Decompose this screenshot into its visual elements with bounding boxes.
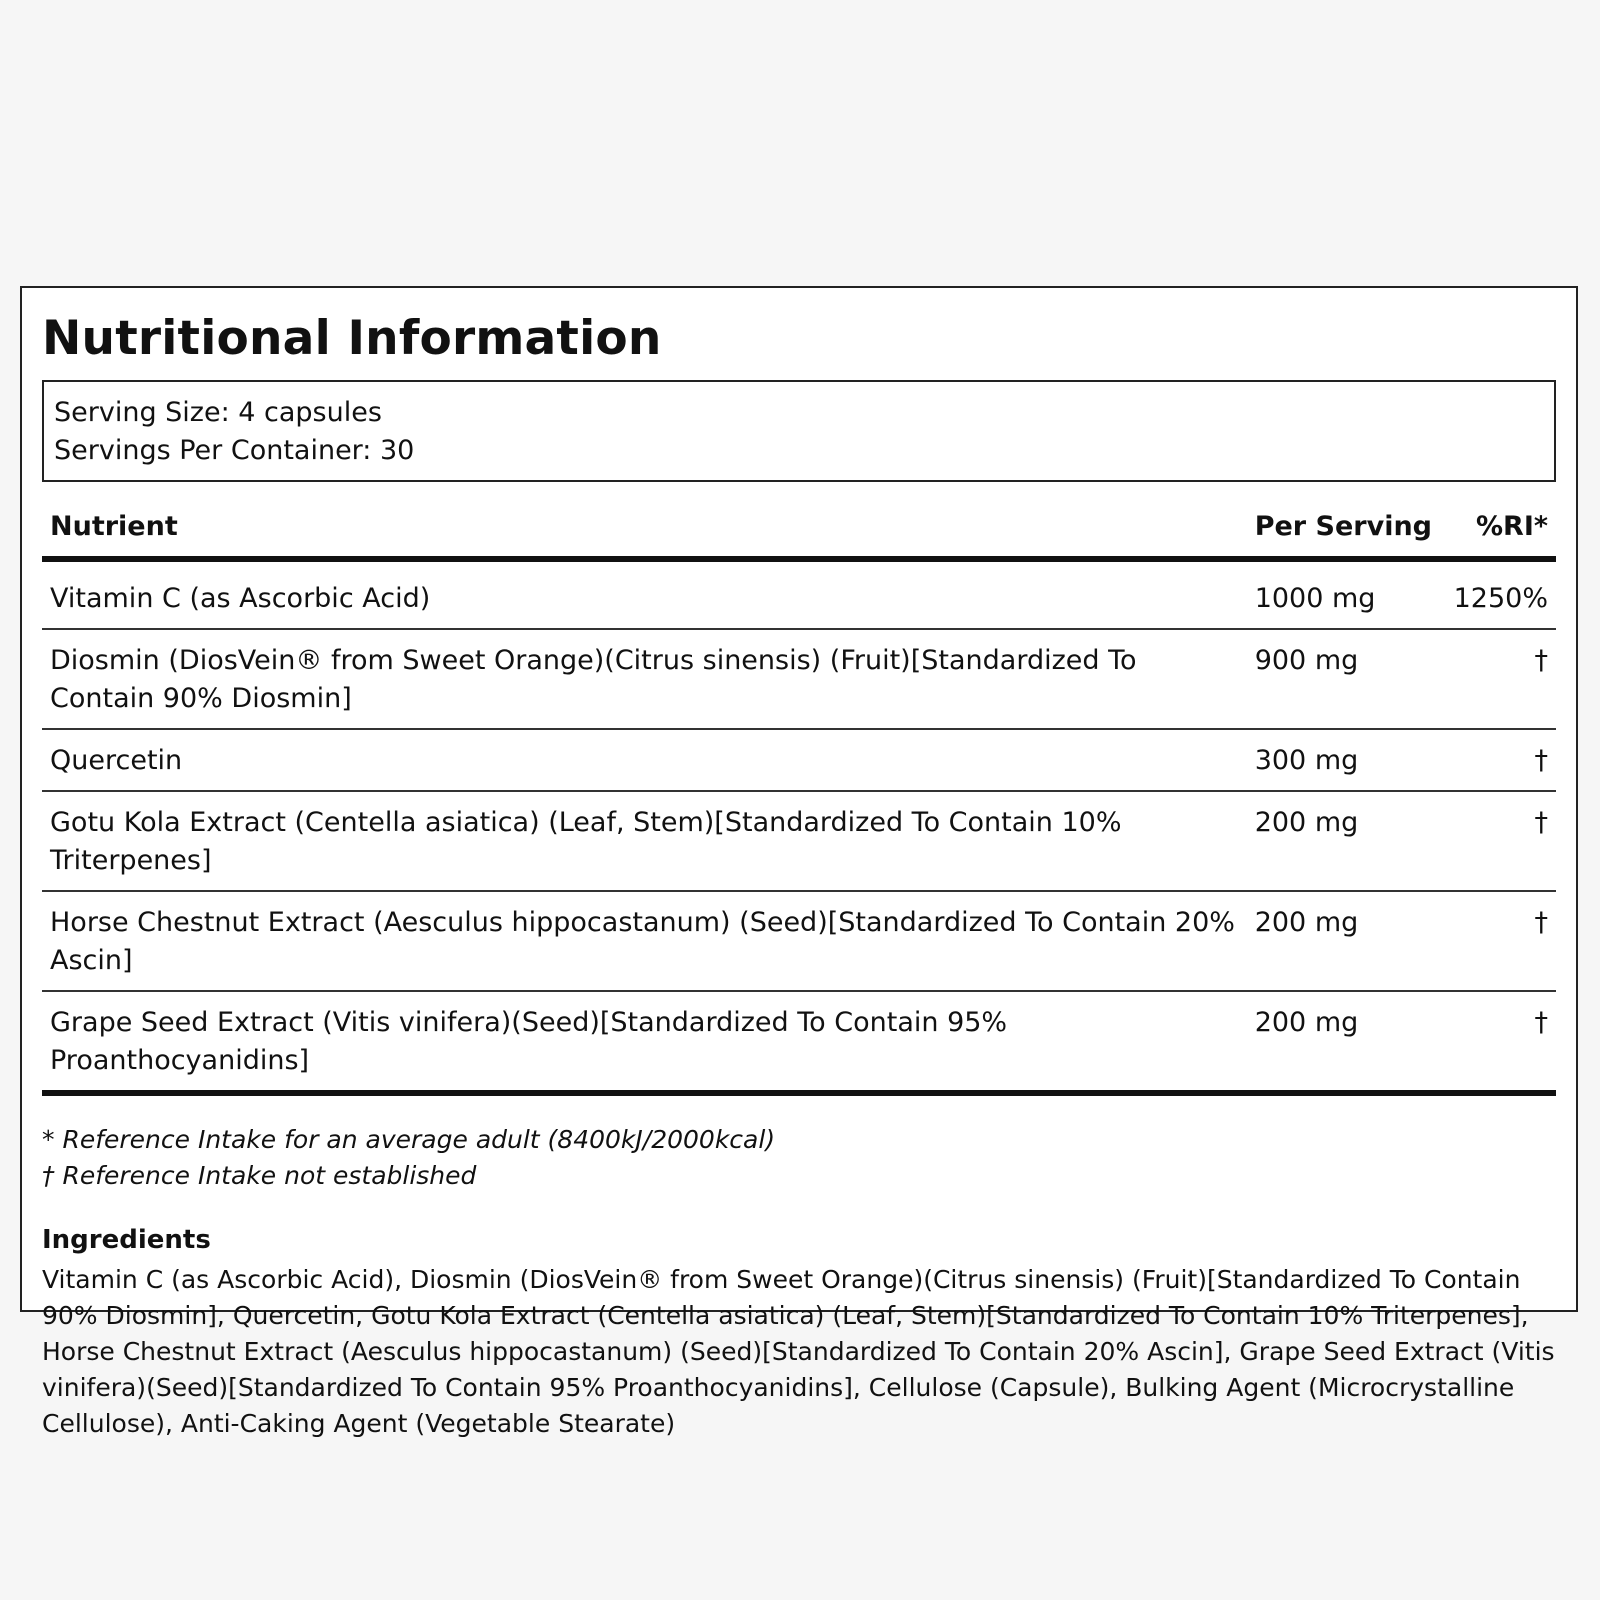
nutrition-panel: [20, 286, 1578, 1439]
table-row: [42, 991, 1556, 1093]
nutrient-ri: †: [1440, 729, 1556, 791]
table-row: [42, 891, 1556, 991]
nutrient-per-serving: 900 mg: [1247, 629, 1440, 729]
footnote-reference-intake: * Reference Intake for an average adult (8400kJ/2000kcal): [42, 1125, 776, 1155]
header-ri: %RI*: [1440, 504, 1556, 559]
nutrient-ri: †: [1440, 791, 1556, 891]
table-row: [42, 629, 1556, 729]
nutrient-per-serving: 300 mg: [1247, 729, 1440, 791]
nutrient-name: Horse Chestnut Extract (Aesculus hippocastanum) (Seed)[Standardized To Contain 20% Ascin]: [42, 891, 1247, 991]
nutrient-name: Diosmin (DiosVein® from Sweet Orange)(Citrus sinensis) (Fruit)[Standardized To Contain 90% Diosmin]: [42, 629, 1247, 729]
serving-size: Serving Size: 4 capsules: [54, 397, 382, 429]
ingredients-heading: Ingredients: [42, 1225, 211, 1256]
table-row: [42, 559, 1556, 629]
nutrient-name: Vitamin C (as Ascorbic Acid): [42, 559, 1247, 629]
ingredients-text: Vitamin C (as Ascorbic Acid), Diosmin (DiosVein® from Sweet Orange)(Citrus sinensis) (Fruit)[Standardized To Contain 90% Diosmin], Quercetin, Gotu Kola Extract (Centella asiatica) (Leaf, Stem)[Standardized To Contain 10% Triterpenes], Horse Chestnut Extract (Aesculus hippocastanum) (Seed)[Standardized To Contain 20% Ascin], Grape Seed Extract (Vitis vinifera)(Seed)[Standardized To Contain 95% Proanthocyanidins], Cellulose (Capsule), Bulking Agent (Microcrystalline Cellulose), Anti-Caking Agent (Vegetable Stearate): [42, 1265, 1555, 1439]
nutrient-per-serving: 1000 mg: [1247, 559, 1440, 629]
nutrient-ri: †: [1440, 891, 1556, 991]
nutrient-ri: 1250%: [1440, 559, 1556, 629]
page-title: Nutritional Information: [42, 311, 662, 366]
table-row: [42, 729, 1556, 791]
nutrient-name: Gotu Kola Extract (Centella asiatica) (Leaf, Stem)[Standardized To Contain 10% Triterpenes]: [42, 791, 1247, 891]
nutrient-name: Quercetin: [42, 729, 1247, 791]
serving-info-box: [42, 380, 1556, 482]
servings-per-container: Servings Per Container: 30: [54, 435, 415, 467]
nutrient-per-serving: 200 mg: [1247, 991, 1440, 1093]
nutrient-ri: †: [1440, 991, 1556, 1093]
nutrient-table: [42, 504, 1556, 1096]
footnotes: [42, 1122, 1556, 1194]
table-row: [42, 791, 1556, 891]
nutrient-ri: †: [1440, 629, 1556, 729]
table-header-row: [42, 504, 1556, 559]
nutrient-name: Grape Seed Extract (Vitis vinifera)(Seed)[Standardized To Contain 95% Proanthocyanidins]: [42, 991, 1247, 1093]
nutrient-per-serving: 200 mg: [1247, 791, 1440, 891]
nutrient-per-serving: 200 mg: [1247, 891, 1440, 991]
header-per-serving: Per Serving: [1247, 504, 1440, 559]
footnote-not-established: † Reference Intake not established: [42, 1161, 477, 1191]
header-nutrient: Nutrient: [42, 504, 1247, 559]
